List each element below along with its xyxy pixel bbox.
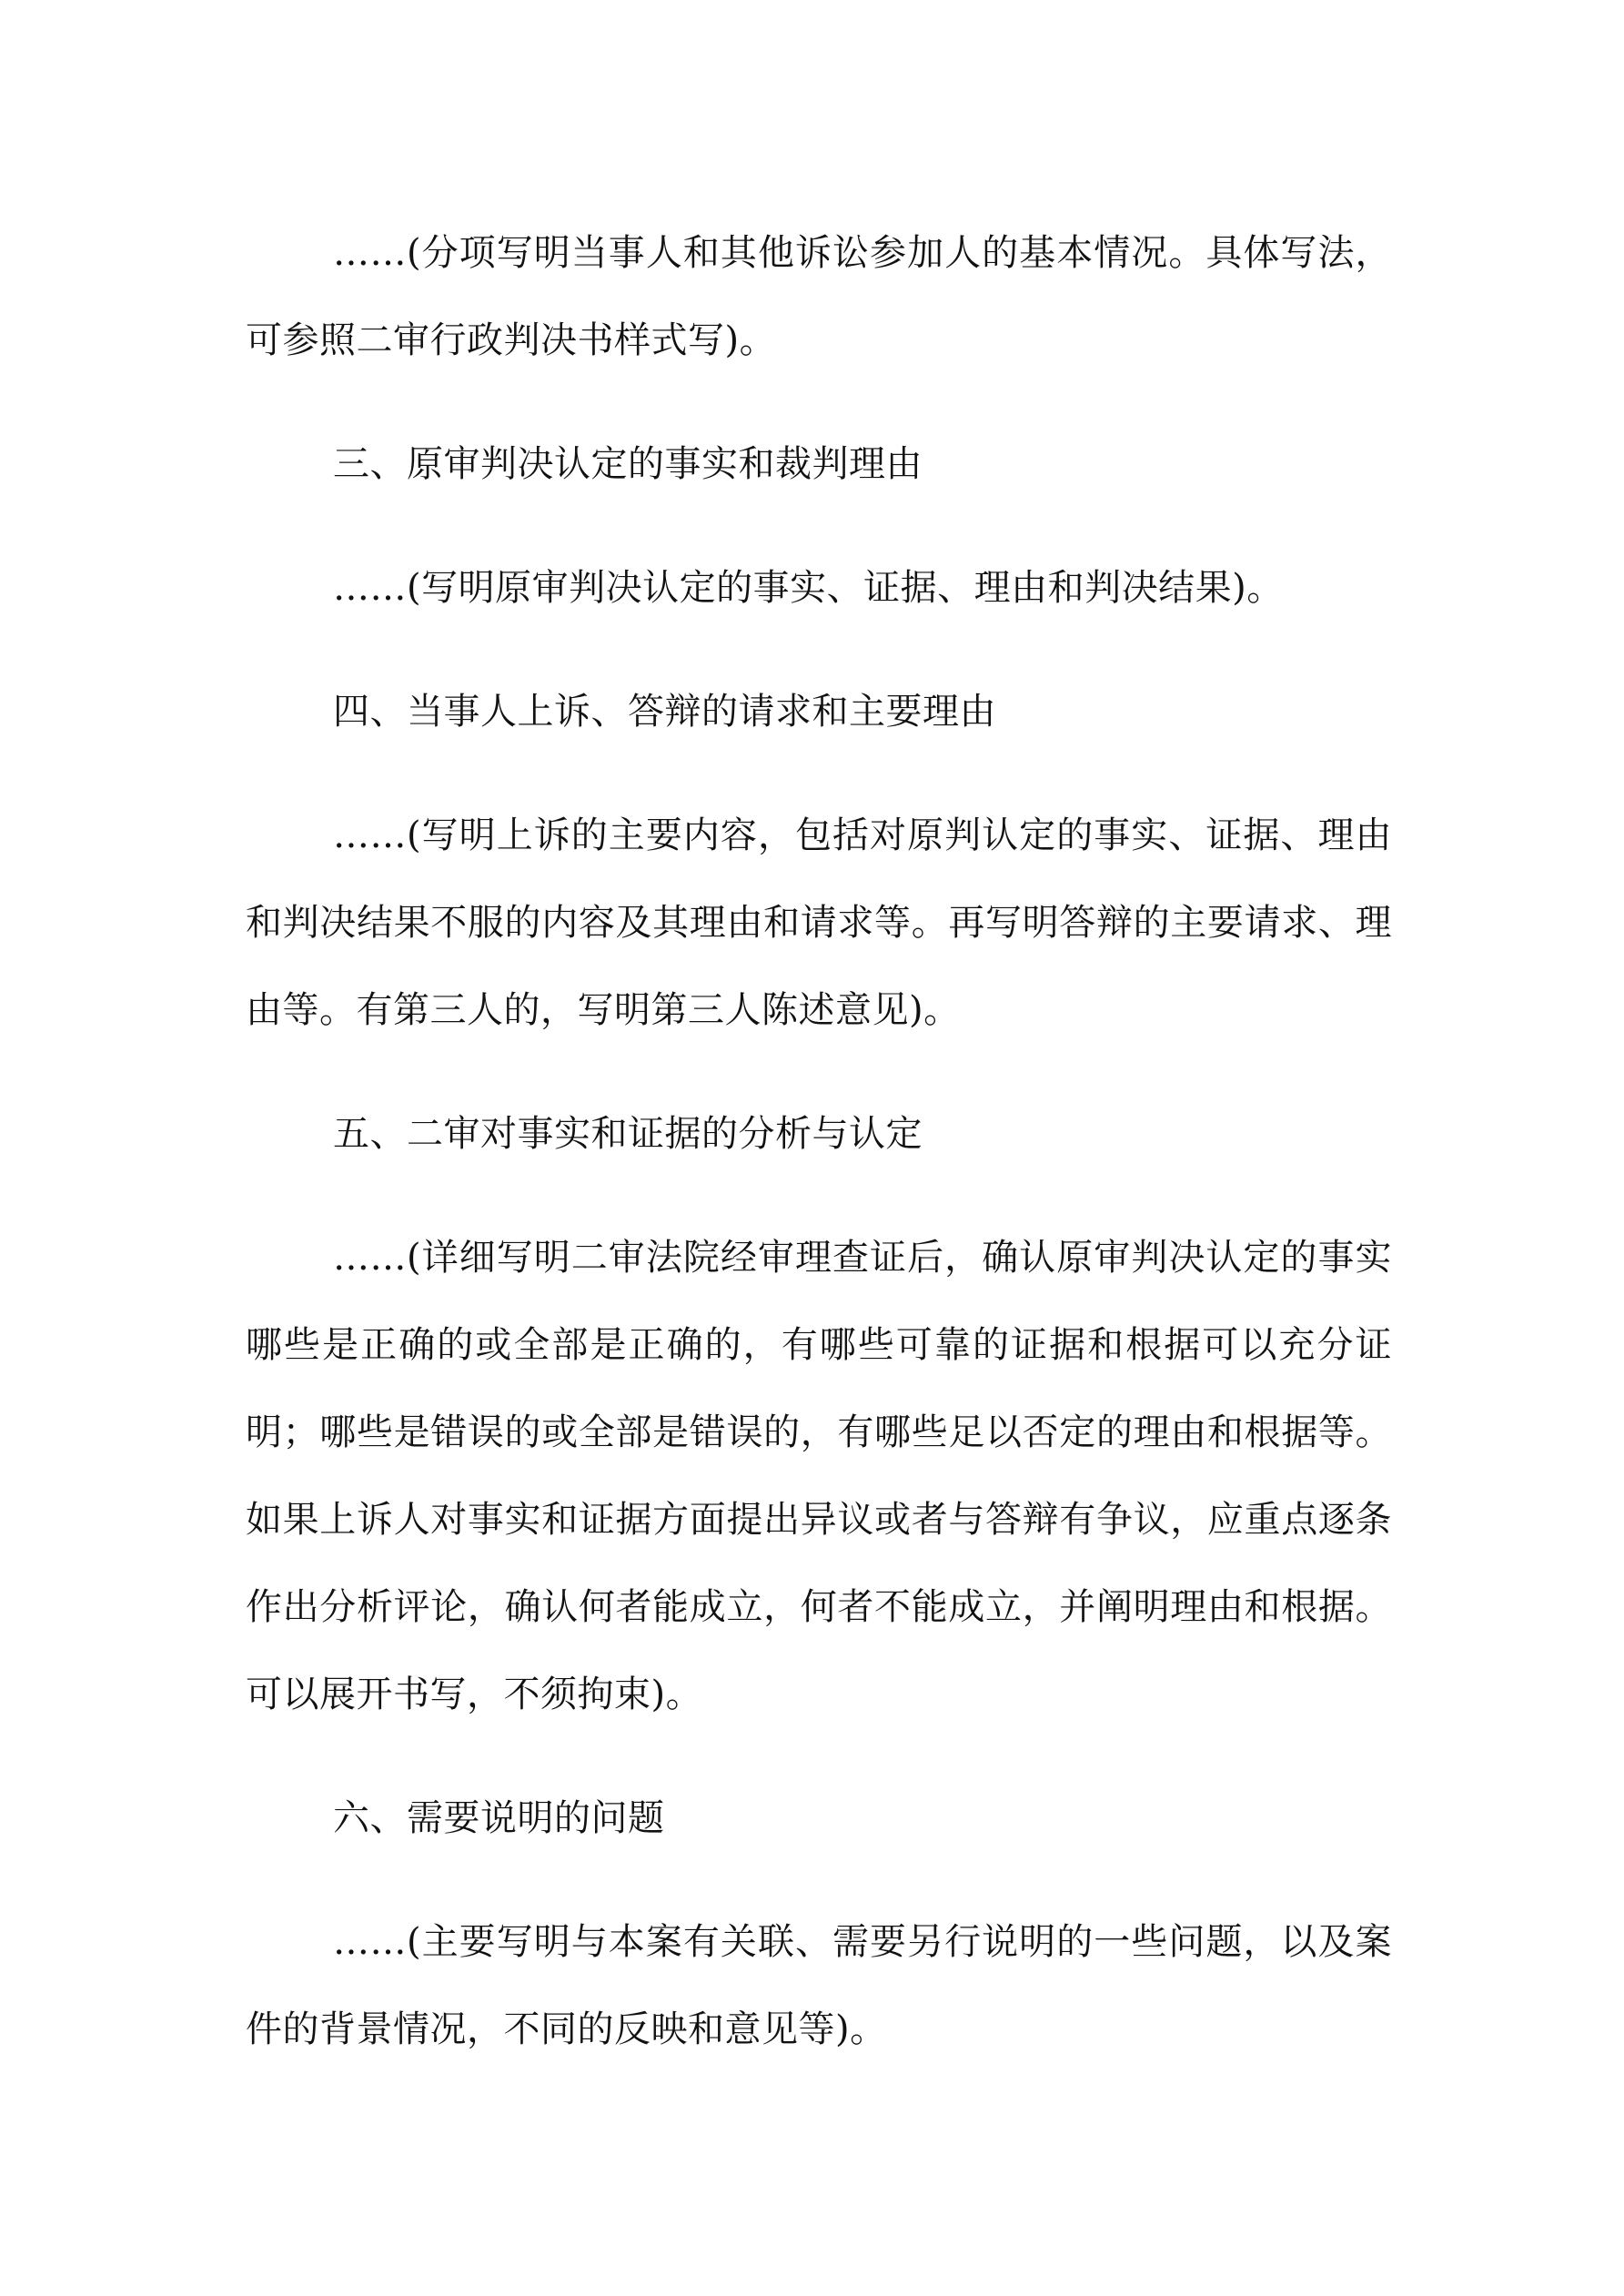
paragraph-gap [246,1862,1392,1898]
paragraph-appeal-claims: ……(写明上诉的主要内容，包括对原判认定的事实、证据、理由和判决结果不服的内容及其理由和请求等。再写明答辩的主要请求、理由等。有第三人的，写明第三人陈述意见)。 [246,814,1392,1031]
paragraph-gap [246,1054,1392,1090]
heading-original-judgment: 三、原审判决认定的事实和裁判理由 [333,443,923,485]
paragraph-gap [246,1178,1392,1214]
heading-issues-to-explain: 六、需要说明的问题 [333,1797,665,1839]
heading-second-instance-analysis: 五、二审对事实和证据的分析与认定 [333,1113,923,1155]
paragraph-second-instance-analysis: ……(详细写明二审法院经审理查证后，确认原审判决认定的事实哪些是正确的或全部是正确的，有哪些可靠的证据和根据可以充分证明；哪些是错误的或全部是错误的，有哪些足以否定的理由和根据等。如果上诉人对事实和证据方面提出异议或者与答辩有争议，应重点逐条作出分析评论，确认何者能成立，何者不能成立，并阐明理由和根据。可以展开书写，不须拘束)。 [246,1237,1392,1715]
paragraph-gap [246,384,1392,420]
paragraph-original-judgment: ……(写明原审判决认定的事实、证据、理由和判决结果)。 [333,567,1284,609]
paragraph-gap [246,1738,1392,1775]
document-body [246,209,1392,2073]
paragraph-gap [246,632,1392,668]
paragraph-party-info: ……(分项写明当事人和其他诉讼参加人的基本情况。具体写法，可参照二审行政判决书样式写)。 [246,232,1392,361]
paragraph-gap [246,508,1392,544]
heading-appeal-claims: 四、当事人上诉、答辩的请求和主要理由 [333,691,996,733]
paragraph-gap [246,755,1392,792]
paragraph-issues-to-explain: ……(主要写明与本案有关联、需要另行说明的一些问题，以及案件的背景情况，不同的反映和意见等)。 [246,1921,1392,2050]
